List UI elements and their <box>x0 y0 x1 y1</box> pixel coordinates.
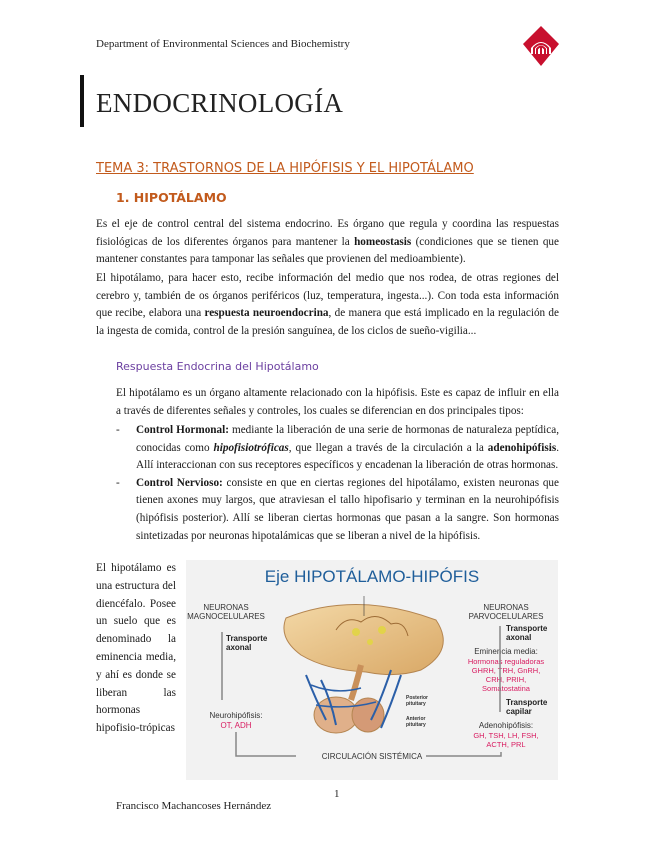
label-circulacion-sistemica: CIRCULACIÓN SISTÉMICA <box>321 752 423 761</box>
label-crh: CRH, PRIH, <box>485 675 527 684</box>
list-item: - Control Hormonal: mediante la liberación de una serie de hormonas de naturaleza peptídica, conocidas como hipofisiotróficas, que llegan a través de la circulación a la adenohipófisis. Allí interaccionan con sus receptores específicos y encadenan la liberación de otras hormonas. <box>116 424 559 472</box>
title-bar <box>80 75 84 127</box>
label-axonal-left: axonal <box>226 643 252 652</box>
label-transporte-capilar: Transporte <box>506 698 548 707</box>
label-parvocelulares: PARVOCELULARES <box>468 612 544 621</box>
page-number: 1 <box>334 788 340 800</box>
label-magnocelulares: MAGNOCELULARES <box>187 612 265 621</box>
list-item: - Control Nervioso: consiste en que en ciertas regiones del hipotálamo, existen neuronas que tienen axones muy largos, que atraviesan el tallo hipofisario y terminan en la neurohipófisis (hipófisis posterior). Allí se liberan ciertas hormonas que pasan a la sangre. Son hormonas sintetizadas por neuronas hipotalámicas que se liberan a nivel de la hipófisis. <box>116 476 559 542</box>
label-pituitary-posterior: pituitary <box>406 701 426 707</box>
label-neurohipofisis: Neurohipófisis: <box>209 711 263 720</box>
label-gh-tsh: GH, TSH, LH, FSH, <box>473 731 539 740</box>
paragraph-3: El hipotálamo es un órgano altamente relacionado con la hipófisis. Este es capaz de influir en ella a través de diferentes señales y controles, los cuales se diferencian en dos principales tipos: <box>116 387 559 417</box>
label-neuronas-magno: NEURONAS <box>203 603 249 612</box>
label-transporte-axonal-left: Transporte <box>226 634 268 643</box>
label-posterior-pituitary: Posterior <box>406 695 428 701</box>
label-ghrh: GHRH, TRH, GnRH, <box>471 666 541 675</box>
label-pituitary-anterior: pituitary <box>406 722 426 728</box>
label-neuronas-parvo: NEURONAS <box>483 603 529 612</box>
subheading: Respuesta Endocrina del Hipotálamo <box>116 360 319 373</box>
paragraph-1: Es el eje de control central del sistema endocrino. Es órgano que regula y coordina las respuestas fisiológicas de los diferentes órganos para mantener la homeostasis (condiciones que se tienen que mantener constantes para tamponar las señales que provienen del medioambiente). <box>96 218 559 266</box>
section-heading: 1. HIPOTÁLAMO <box>116 190 227 205</box>
bullet-list <box>116 422 559 545</box>
side-paragraph: El hipotálamo es una estructura del diencéfalo. Posee un suelo que es denominado la eminencia media, y ahí es donde se liberan las hormonas hipofisio-trópicas <box>96 562 176 735</box>
page-title: ENDOCRINOLOGÍA <box>96 88 344 118</box>
label-axonal-right: axonal <box>506 633 532 642</box>
label-somatostatina: Somatostatina <box>482 684 530 693</box>
footer-author: Francisco Machancoses Hernández <box>116 800 272 812</box>
label-anterior-pituitary: Anterior <box>406 716 426 722</box>
label-hormonas-reguladoras: Hormonas reguladoras <box>467 657 545 666</box>
label-adenohipofisis: Adenohipófisis: <box>478 721 534 730</box>
label-capilar: capilar <box>506 707 532 716</box>
hypothalamus-pituitary-diagram <box>186 560 558 780</box>
paragraph-2: El hipotálamo, para hacer esto, recibe información del medio que nos rodea, de otras regiones del cerebro y, también de os órganos periféricos (luz, temperatura, ingesta...). Con toda esta información que recibe, elabora una respuesta neuroendocrina, de manera que está implicado en la regulación de la ingesta de comida, control de la presión sanguínea, de los ciclos de sueño-vigilia... <box>96 272 559 337</box>
label-ot-adh: OT, ADH <box>220 721 252 730</box>
figure-title: Eje HIPOTÁLAMO-HIPÓFIS <box>264 567 480 586</box>
header-department: Department of Environmental Sciences and Biochemistry <box>96 38 350 50</box>
label-transporte-axonal-right: Transporte <box>506 624 548 633</box>
tema-heading: TEMA 3: TRASTORNOS DE LA HIPÓFISIS Y EL HIPOTÁLAMO <box>96 161 474 176</box>
label-acth-prl: ACTH, PRL <box>486 740 526 749</box>
university-logo <box>519 24 563 68</box>
label-eminencia: Eminencia media: <box>474 647 538 656</box>
